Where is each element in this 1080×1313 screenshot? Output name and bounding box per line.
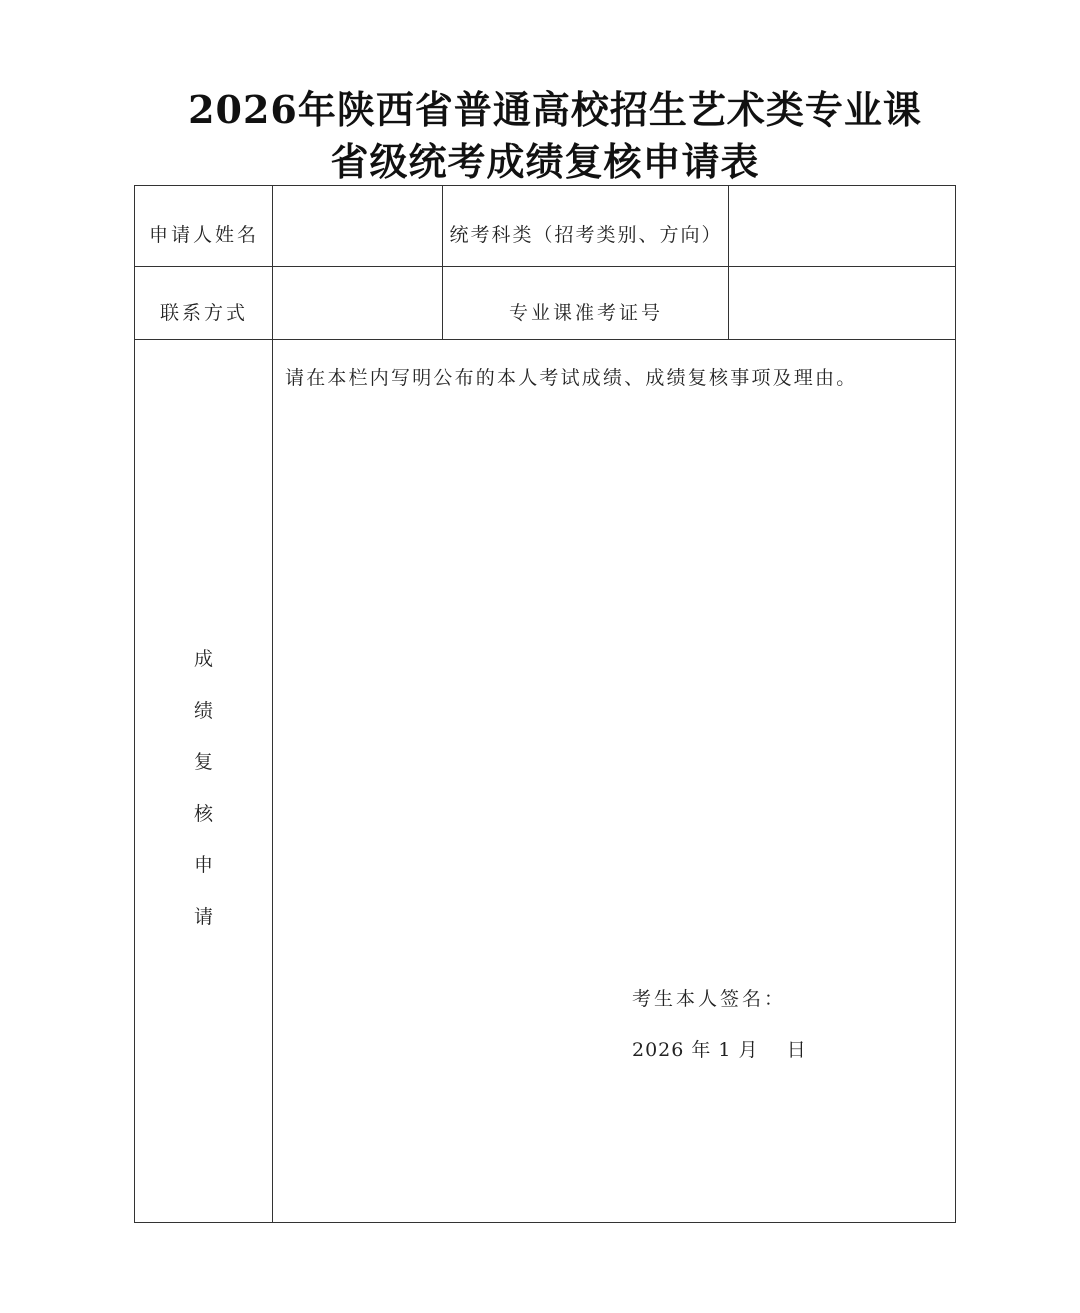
- review-label-char: 请: [193, 905, 213, 928]
- exam-ticket-number-field[interactable]: [729, 267, 955, 339]
- form-title-line2: 省级统考成绩复核申请表: [330, 139, 760, 184]
- signature-label: 考生本人签名：: [632, 988, 787, 1010]
- review-label-char: 复: [193, 751, 213, 774]
- applicant-name-field[interactable]: [273, 186, 442, 266]
- col-divider-2: [442, 186, 443, 339]
- review-label-char: 成: [193, 648, 213, 670]
- review-section-label: [135, 634, 272, 944]
- review-label-char: 绩: [193, 699, 213, 722]
- applicant-name-label: 申请人姓名: [148, 224, 260, 246]
- exam-category-label: 统考科类（招考类别、方向）: [449, 224, 723, 246]
- review-label-char: 申: [193, 854, 213, 877]
- review-content-area[interactable]: [273, 340, 955, 1222]
- signature-date: 2026 年 1 月 日: [632, 1039, 807, 1061]
- contact-field[interactable]: [273, 267, 442, 339]
- exam-ticket-number-label: 专业课准考证号: [508, 302, 664, 324]
- review-label-char: 核: [193, 802, 213, 825]
- exam-category-field[interactable]: [729, 186, 955, 266]
- contact-label: 联系方式: [159, 302, 249, 324]
- review-instruction-text: 请在本栏内写明公布的本人考试成绩、成绩复核事项及理由。: [285, 367, 858, 389]
- application-form-table: [134, 185, 956, 1223]
- form-title-line1: 2026年陕西省普通高校招生艺术类专业课: [188, 87, 922, 132]
